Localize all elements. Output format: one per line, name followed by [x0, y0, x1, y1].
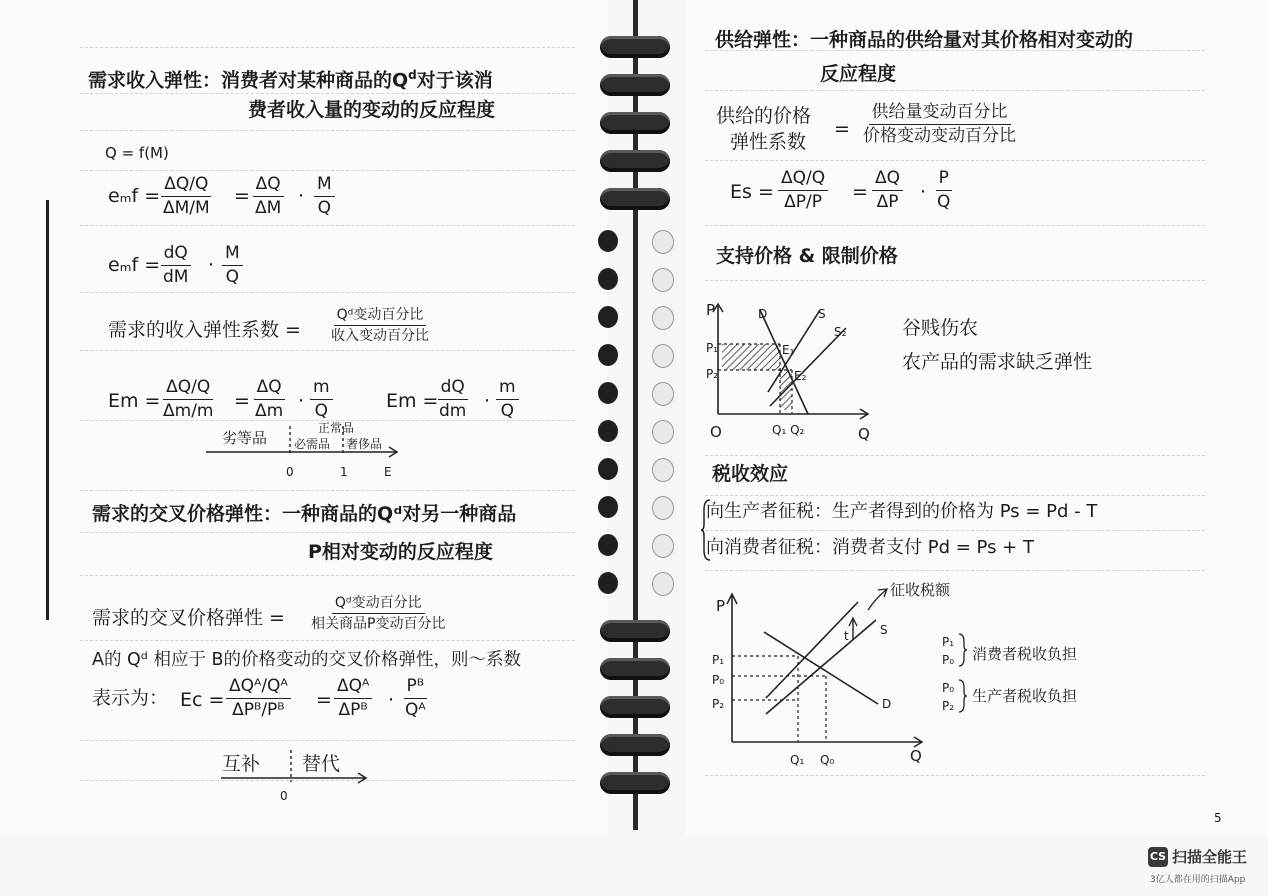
supply-elasticity-title-cont: 反应程度 — [820, 63, 897, 85]
punch-hole — [598, 496, 618, 518]
supply-coef-label-1: 供给的价格 — [716, 105, 812, 127]
Em-lhs: Em = — [108, 390, 161, 412]
scale-E-label: E — [384, 465, 392, 479]
support-limit-price-title: 支持价格 & 限制价格 — [716, 245, 898, 267]
Em-fraction-2: $\frac{\Delta Q}{\Delta m}$ — [255, 377, 284, 421]
g1-p1-label: P₁ — [706, 341, 719, 355]
binder-ring — [600, 772, 670, 794]
cross-coef-label: 需求的交叉价格弹性 = — [92, 607, 285, 629]
g1-q-axis-label: Q — [858, 425, 870, 443]
page-number: 5 — [1214, 811, 1222, 825]
es-lhs: Es = — [730, 181, 774, 203]
punch-hole — [652, 420, 674, 444]
rule-line — [80, 350, 575, 351]
burden1-top: P₁ — [942, 635, 955, 649]
g1-s-label: S — [818, 307, 826, 321]
g1-q1q2-label: Q₁ Q₂ — [772, 423, 805, 437]
es-fraction-2: $\frac{\Delta Q}{\Delta P}$ — [872, 168, 903, 213]
tax-incidence-graph — [700, 580, 940, 770]
g2-s-label: S — [880, 623, 888, 637]
em1-fraction: $\frac{\Delta Q/Q}{\Delta M/M}$ — [163, 174, 210, 218]
g2-t-label: t — [844, 629, 849, 643]
rule-line — [80, 170, 575, 171]
income-elasticity-title: 需求收入弹性：消费者对某种商品的$Q^d$对于该消 — [88, 68, 493, 92]
binder-ring — [600, 658, 670, 680]
g2-p-axis-label: P — [716, 597, 726, 615]
cross-elasticity-title-cont: P相对变动的反应程度 — [308, 541, 493, 563]
g2-tax-amount-label: 征收税额 — [890, 581, 951, 599]
ec-fraction-2: ΔQᴬ ΔPᴮ — [334, 676, 372, 721]
dot-operator: · — [484, 390, 491, 412]
punch-hole — [652, 496, 674, 520]
rule-line — [80, 292, 575, 293]
rule-line — [705, 495, 1205, 496]
rule-line — [705, 455, 1205, 456]
tax-on-consumer: 向消费者征税：消费者支付 Pd = Ps + T — [706, 537, 1034, 558]
rule-line — [80, 490, 575, 491]
Em-fraction-1: $\frac{\Delta Q/Q}{\Delta m/m}$ — [163, 377, 214, 421]
scale2-0-label: 0 — [280, 789, 288, 803]
ec-fraction-1: ΔQᴬ/Qᴬ ΔPᴮ/Pᴮ — [226, 676, 291, 721]
punch-hole — [652, 382, 674, 406]
substitute-label: 替代 — [302, 753, 341, 775]
rule-line — [705, 225, 1205, 226]
revenue-loss-area — [722, 344, 780, 370]
g2-q1-label: Q₁ — [790, 753, 805, 767]
income-elasticity-title-cont: 费者收入量的变动的反应程度 — [248, 99, 496, 121]
supply-coef-label-2: 弹性系数 — [730, 131, 807, 153]
em1-lhs: eₘf = — [108, 185, 161, 207]
g1-s2-label: S₂ — [834, 325, 847, 339]
em1-fraction-2: $\frac{\Delta Q}{\Delta M}$ — [252, 174, 284, 219]
g1-e1-label: E₁ — [782, 343, 795, 357]
rule-line — [80, 740, 575, 741]
g2-d-label: D — [882, 697, 892, 711]
note-grain-cheap: 谷贱伤农 — [902, 317, 979, 339]
g2-p2-label: P₂ — [712, 697, 725, 711]
rule-line — [80, 93, 575, 94]
em2-fraction: $\frac{dQ}{dM}$ — [160, 243, 191, 288]
punch-hole — [652, 534, 674, 558]
equals-sign: = — [316, 689, 332, 711]
note-inelastic: 农产品的需求缺乏弹性 — [902, 351, 1093, 373]
logo-name: 扫描全能王 — [1172, 848, 1248, 866]
consumer-tax-burden: 消费者税收负担 — [972, 645, 1078, 663]
binder-ring — [600, 620, 670, 642]
g2-q0-label: Q₀ — [820, 753, 835, 767]
em1-fraction-3: $\frac{M}{Q}$ — [314, 174, 335, 219]
g1-p-axis-label: P — [706, 301, 716, 319]
Em2-fraction-1: $\frac{dQ}{dm}$ — [439, 377, 467, 421]
punch-hole — [652, 268, 674, 292]
supply-elasticity-title: 供给弹性：一种商品的供给量对其价格相对变动的 — [715, 29, 1134, 51]
dot-operator: · — [920, 181, 927, 203]
rule-line — [80, 47, 575, 48]
punch-hole — [598, 572, 618, 594]
rule-line — [705, 570, 1205, 571]
rule-line — [705, 530, 1205, 531]
binder-ring — [600, 36, 670, 58]
g1-d-label: D — [758, 307, 768, 321]
logo-tagline: 3亿人都在用的扫描App — [1150, 875, 1246, 885]
equals-sign: = — [234, 185, 250, 207]
camscanner-icon: CS — [1148, 847, 1168, 867]
complement-label: 互补 — [222, 753, 261, 775]
binder-ring — [600, 696, 670, 718]
rule-line — [80, 225, 575, 226]
rule-line — [705, 280, 1205, 281]
binder-ring — [600, 734, 670, 756]
equals-sign: = — [234, 390, 250, 412]
tax-on-producer: 向生产者征税：生产者得到的价格为 Ps = Pd - T — [706, 501, 1098, 522]
em2-lhs: eₘf = — [108, 254, 161, 276]
dot-operator: · — [298, 390, 305, 412]
tax-effect-title: 税收效应 — [712, 463, 789, 485]
scale-luxury-label: 奢侈品 — [346, 437, 383, 451]
camscanner-logo — [1148, 846, 1247, 867]
rule-line — [80, 130, 575, 131]
punch-hole — [652, 458, 674, 482]
supply-coef-fraction: 供给量变动百分比 价格变动变动百分比 — [863, 102, 1016, 146]
punch-hole — [598, 382, 618, 404]
rule-line — [80, 575, 575, 576]
supply-curve-taxed — [766, 602, 858, 698]
income-coef-label: 需求的收入弹性系数 = — [108, 319, 301, 341]
g2-p0-label: P₀ — [712, 673, 725, 687]
Em2-lhs: Em = — [386, 390, 439, 412]
ec-lhs: Ec = — [180, 689, 225, 711]
scale-normal-label: 正常品 — [318, 421, 355, 435]
margin-mark — [46, 200, 49, 620]
Em-fraction-3: $\frac{m}{Q}$ — [310, 377, 333, 422]
rule-line — [80, 640, 575, 641]
es-fraction-3: $\frac{P}{Q}$ — [937, 168, 951, 212]
g2-p1-label: P₁ — [712, 653, 725, 667]
ec-fraction-3: $\frac{\text{Pᴮ}}{\text{Qᴬ}}$ — [405, 676, 426, 720]
punch-hole — [598, 458, 618, 480]
punch-hole — [598, 268, 618, 290]
brace-icon — [958, 632, 968, 668]
binder-ring — [600, 112, 670, 134]
binder-ring — [600, 74, 670, 96]
Em2-fraction-2: $\frac{m}{Q}$ — [496, 377, 519, 422]
scale-1-label: 1 — [340, 465, 348, 479]
scale-0-label: 0 — [286, 465, 294, 479]
ab-cross-line: A的 Qᵈ 相应于 B的价格变动的交叉价格弹性，则～系数 — [92, 650, 522, 670]
em2-fraction-2: $\frac{M}{Q}$ — [222, 243, 243, 288]
dot-operator: · — [388, 689, 395, 711]
cross-coef-fraction: Qᵈ变动百分比 相关商品P变动百分比 — [311, 595, 446, 632]
demand-function: Q = f(M) — [105, 144, 169, 162]
punch-hole — [652, 230, 674, 254]
punch-hole — [598, 344, 618, 366]
g1-e2-label: E₂ — [794, 369, 807, 383]
equals-sign: = — [852, 181, 868, 203]
binder-ring — [600, 188, 670, 210]
binder-ring — [600, 150, 670, 172]
burden2-bottom: P₂ — [942, 699, 955, 713]
g1-origin-label: O — [710, 423, 722, 441]
cross-elasticity-title: 需求的交叉价格弹性：一种商品的Qᵈ对另一种商品 — [92, 503, 517, 525]
ec-label: 表示为： — [92, 687, 169, 709]
g2-q-axis-label: Q — [910, 747, 922, 765]
punch-hole — [598, 420, 618, 442]
punch-hole — [652, 572, 674, 596]
producer-tax-burden: 生产者税收负担 — [972, 687, 1078, 705]
dot-operator: · — [298, 185, 305, 207]
punch-hole — [598, 230, 618, 252]
punch-hole — [652, 306, 674, 330]
brace-icon — [700, 498, 712, 562]
brace-icon — [958, 678, 968, 714]
es-fraction-1: $\frac{\Delta Q/Q}{\Delta P/P}$ — [778, 168, 828, 213]
g1-p2-label: P₂ — [706, 367, 719, 381]
income-coef-fraction: Qᵈ变动百分比 收入变动百分比 — [331, 307, 429, 344]
punch-hole — [598, 534, 618, 556]
tax-label-arrow — [868, 590, 886, 610]
rule-line — [80, 532, 575, 533]
rule-line — [705, 775, 1205, 776]
punch-hole — [598, 306, 618, 328]
dot-operator: · — [208, 254, 215, 276]
scale-inferior-label: 劣等品 — [222, 429, 268, 447]
punch-hole — [652, 344, 674, 368]
equals-sign: = — [834, 118, 850, 140]
rule-line — [705, 90, 1205, 91]
burden2-top: P₀ — [942, 681, 955, 695]
rule-line — [705, 160, 1205, 161]
burden1-bottom: P₀ — [942, 653, 955, 667]
scale-necessity-label: 必需品 — [294, 437, 331, 451]
